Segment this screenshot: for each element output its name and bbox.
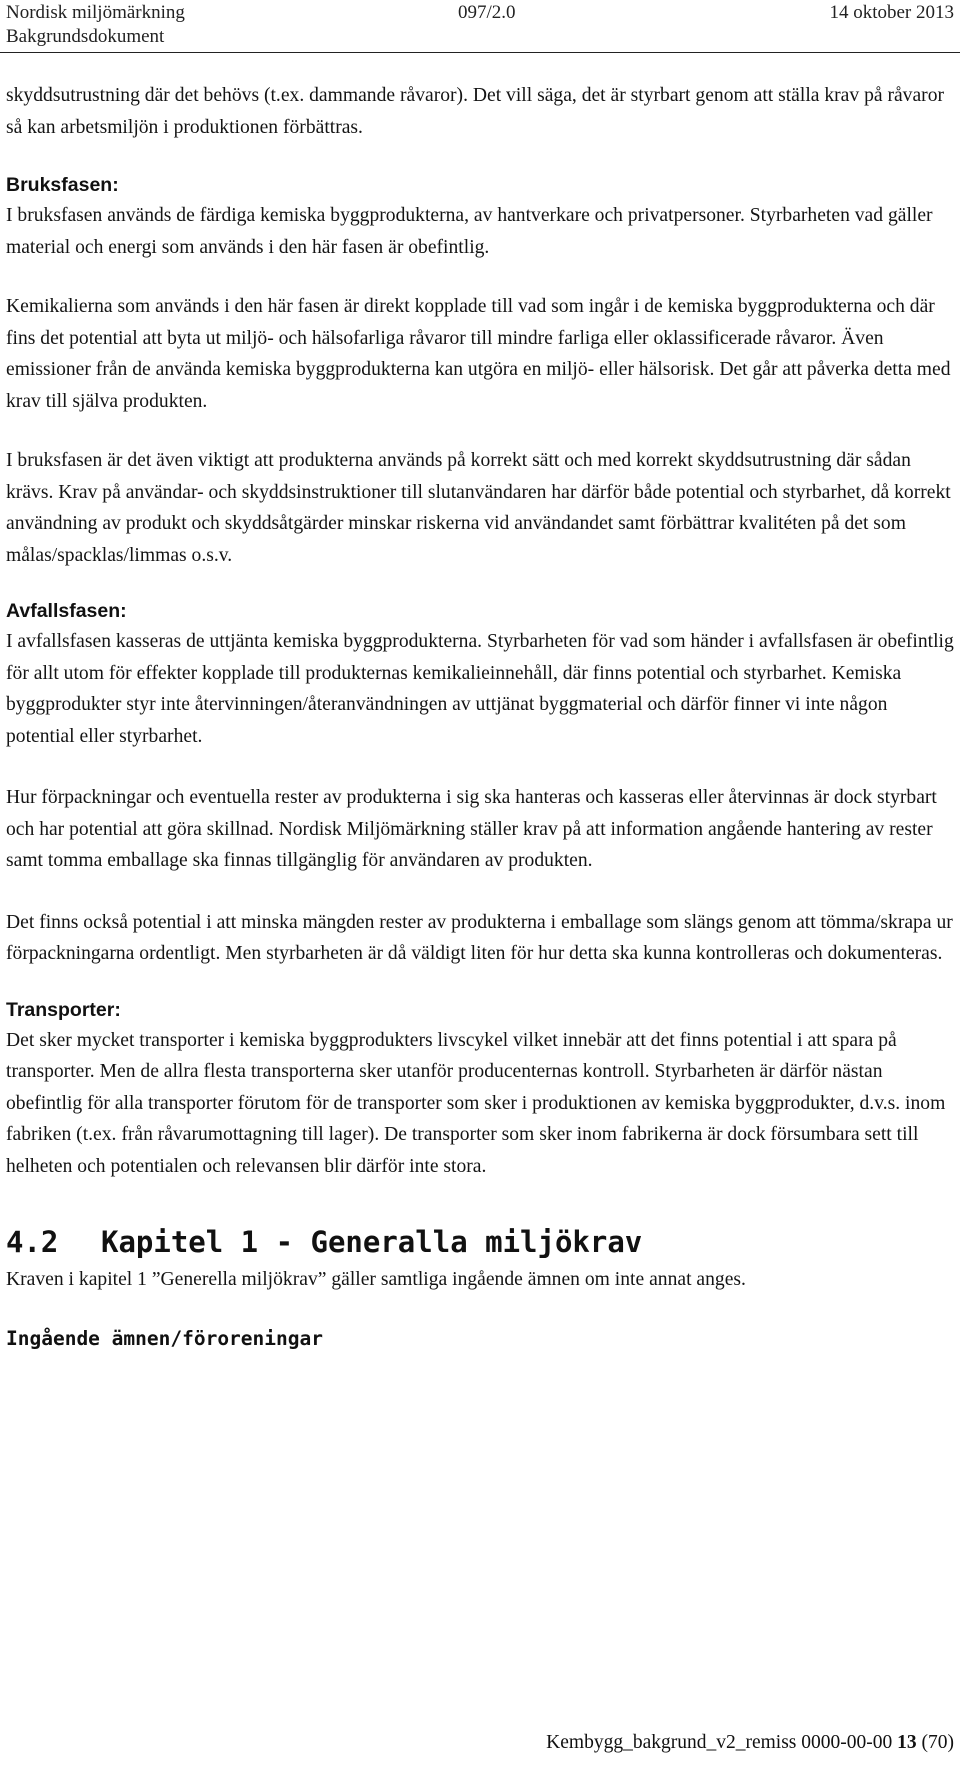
heading-bruksfasen: Bruksfasen:	[6, 174, 119, 196]
header-doc-number: 097/2.0	[458, 2, 516, 23]
intro-paragraph: skyddsutrustning där det behövs (t.ex. dammande råvaror). Det vill säga, det är styrbart genom att ställa krav på råvaror så kan arbetsmiljön i produktionen förbättras.	[6, 85, 945, 138]
avfallsfasen-paragraph-3: Det finns också potential i att minska mängden rester av produkterna i emballage som slängs genom att tömma/skrapa ur förpackningarna ordentligt. Men styrbarheten är då väldigt liten för hur detta ska kunna kontrolleras och dokumenteras.	[6, 911, 953, 964]
section-title: Kapitel 1 - Generalla miljökrav	[101, 1225, 643, 1259]
footer-file-name: Kembygg_bakgrund_v2_remiss 0000-00-00	[546, 1732, 893, 1753]
heading-transporter: Transporter:	[6, 998, 121, 1021]
header-date: 14 oktober 2013	[829, 2, 954, 23]
avfallsfasen-paragraph-1: I avfallsfasen kasseras de uttjänta kemiska byggprodukterna. Styrbarheten för vad som händer i avfallsfasen är obefintlig för allt utom för effekter kopplade till produkternas kemikalieinnehåll, där finns potential och styrbarhet. Kemiska byggprodukter styr inte återvinningen/återanvändningen av uttjänat byggmaterial och därför finner vi inte någon potential eller styrbarhet.	[6, 631, 954, 747]
header-doc-type: Bakgrundsdokument	[6, 26, 165, 47]
avfallsfasen-paragraph-2: Hur förpackningar och eventuella rester av produkterna i sig ska hanteras och kasseras eller återvinnas är dock styrbart och har potential att göra skillnad. Nordisk Miljömärkning ställer krav på att information angående hantering av rester samt tomma emballage ska finnas tillgänglig för användaren av produkten.	[6, 787, 937, 871]
bruksfasen-paragraph-1: I bruksfasen används de färdiga kemiska byggprodukterna, av hantverkare och privatpersoner. Styrbarheten vad gäller material och energi som används i den här fasen är obefintlig.	[6, 205, 933, 258]
subheading-ingaende-amnen: Ingående ämnen/föroreningar	[6, 1326, 323, 1350]
section-number: 4.2	[6, 1225, 59, 1259]
section-heading	[6, 1220, 956, 1264]
header-org: Nordisk miljömärkning	[6, 2, 185, 23]
header-divider	[0, 52, 960, 53]
heading-avfallsfasen: Avfallsfasen:	[6, 600, 127, 622]
bruksfasen-paragraph-2: Kemikalierna som används i den här fasen är direkt kopplade till vad som ingår i de kemiska byggprodukterna och där fins det potential att byta ut miljö- och hälsofarliga råvaror till mindre farliga eller oklassificerade råvaror. Även emissioner från de använda kemiska byggprodukterna kan utgöra en miljö- eller hälsorisk. Det går att påverka detta med krav till själva produkten.	[6, 296, 951, 412]
footer-page-total: (70)	[921, 1732, 954, 1753]
transporter-paragraph-1: Det sker mycket transporter i kemiska byggprodukters livscykel vilket innebär att det finns potential i att spara på transporter. Men de allra flesta transporterna sker utanför producenternas kontroll. Styrbarheten är därför nästan obefintlig för alla transporter förutom för de transporter som sker i produktionen av kemiska byggprodukter, d.v.s. inom fabriken (t.ex. från råvarumottagning till lager). De transporter som sker inom fabrikerna är dock försumbara sett till helheten och potentialen och relevansen blir därför inte stora.	[6, 1029, 946, 1177]
section-paragraph: Kraven i kapitel 1 ”Generella miljökrav” gäller samtliga ingående ämnen om inte annat anges.	[6, 1269, 746, 1290]
page-content	[6, 80, 956, 1354]
footer-page-current: 13	[897, 1732, 917, 1753]
bruksfasen-paragraph-3: I bruksfasen är det även viktigt att produkterna används på korrekt sätt och med korrekt skyddsutrustning där sådan krävs. Krav på användar- och skyddsinstruktioner till slutanvändaren har därför både potential och styrbarhet, då korrekt användning av produkt och skyddsåtgärder minskar riskerna vid användandet samt förbättrar kvalitéten på det som målas/spacklas/limmas o.s.v.	[6, 450, 951, 566]
page-footer	[546, 1730, 954, 1756]
